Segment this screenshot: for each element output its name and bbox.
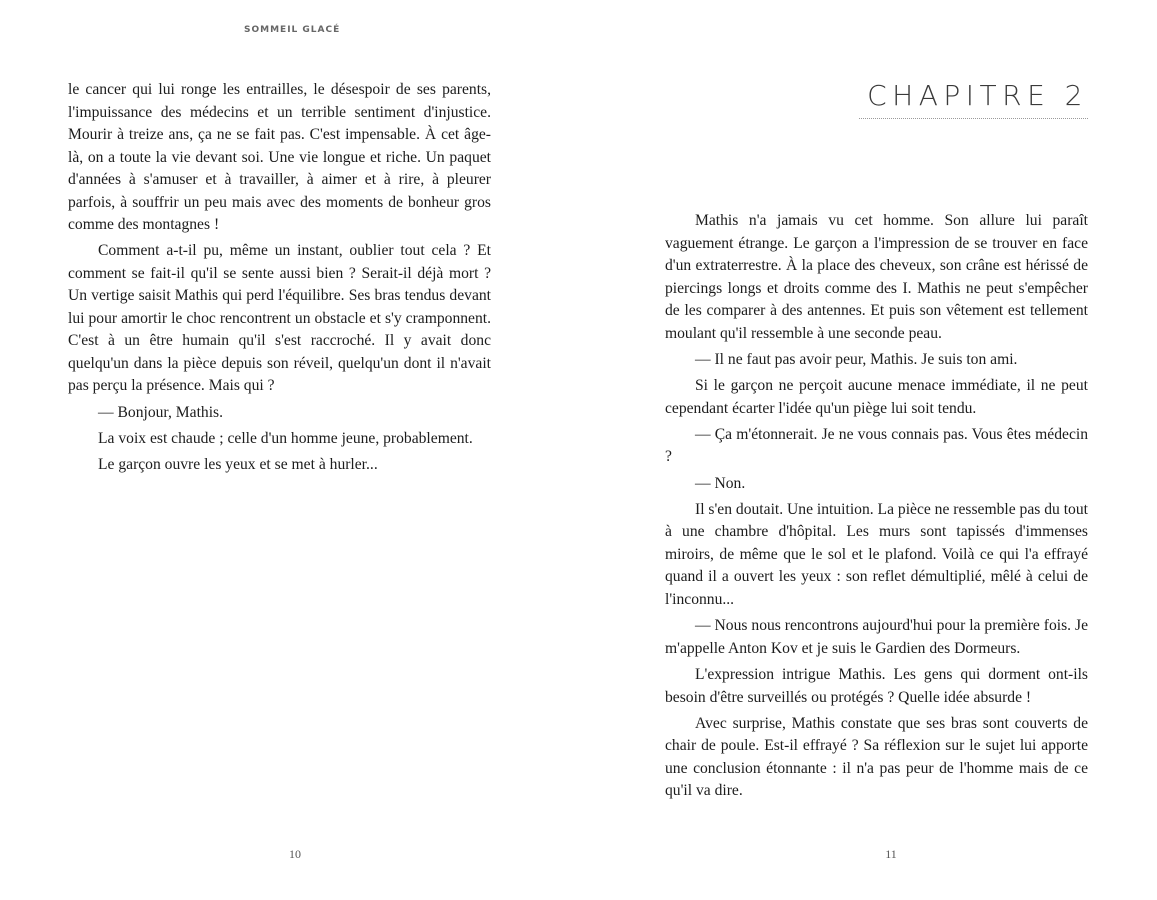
paragraph: le cancer qui lui ronge les entrailles, le désespoir de ses parents, l'impuissance des médecins et un terrible sentiment d'injustice. Mourir à treize ans, ça ne se fait pas. C'est impensable. À cet âge-là, on a toute la vie devant soi. Une vie longue et riche. Un paquet d'années à s'amuser et à travailler, à aimer et à rire, à pleurer parfois, à souffrir un peu mais avec des moments de bonheur gros comme des montagnes ! [68, 81, 491, 233]
paragraph: — Ça m'étonnerait. Je ne vous connais pas. Vous êtes médecin ? [665, 425, 1088, 466]
paragraph: L'expression intrigue Mathis. Les gens qui dorment ont-ils besoin d'être surveillés ou protégés ? Quelle idée absurde ! [665, 666, 1088, 706]
right-page [578, 0, 1157, 900]
paragraph: Comment a-t-il pu, même un instant, oublier tout cela ? Et comment se fait-il qu'il se sente aussi bien ? Serait-il déjà mort ? Un vertige saisit Mathis qui perd l'équilibre. Ses bras tendus devant lui pour amortir le choc rencontrent un obstacle et s'y cramponnent. C'est à un être humain qu'il s'est raccroché. Il y avait donc quelqu'un dans la pièce depuis son réveil, quelqu'un dont il n'avait pas perçu la présence. Mais qui ? [68, 242, 491, 395]
paragraph: — Nous nous rencontrons aujourd'hui pour la première fois. Je m'appelle Anton Kov et je suis le Gardien des Dormeurs. [665, 617, 1088, 657]
paragraph: — Non. [695, 474, 746, 492]
paragraph: Si le garçon ne perçoit aucune menace immédiate, il ne peut cependant écarter l'idée qu'un piège lui soit tendu. [665, 377, 1088, 417]
paragraph: Le garçon ouvre les yeux et se met à hurler... [98, 456, 378, 474]
left-page [0, 0, 578, 900]
page-number: 10 [289, 847, 301, 861]
paragraph: Il s'en doutait. Une intuition. La pièce ne ressemble pas du tout à une chambre d'hôpital. Les murs sont tapissés d'immenses miroirs, de même que le sol et le plafond. Voilà ce qui l'a effrayé quand il a ouvert les yeux : son reflet démultiplié, mêlé à celui de l'inconnu... [665, 500, 1088, 608]
running-head: SOMMEIL GLACÉ [244, 25, 341, 35]
chapter-title: CHAPITRE 2 [859, 78, 1088, 119]
paragraph: Mathis n'a jamais vu cet homme. Son allure lui paraît vaguement étrange. Le garçon a l'impression de se trouver en face d'un extraterrestre. À la place des cheveux, son crâne est hérissé de piercings longs et droits comme des I. Mathis ne peut s'empêcher de les comparer à des antennes. Et puis son vêtement est tellement moulant qu'il ressemble à une seconde peau. [665, 212, 1088, 342]
paragraph: Avec surprise, Mathis constate que ses bras sont couverts de chair de poule. Est-il effrayé ? Sa réflexion sur le sujet lui apporte une conclusion étonnante : il n'a pas peur de l'homme mais de ce qu'il va dire. [665, 714, 1088, 800]
page-number: 11 [885, 847, 897, 861]
paragraph: La voix est chaude ; celle d'un homme jeune, probablement. [98, 429, 473, 447]
left-page-text [68, 79, 491, 480]
right-page-text [665, 210, 1088, 807]
paragraph: — Bonjour, Mathis. [98, 403, 223, 421]
paragraph: — Il ne faut pas avoir peur, Mathis. Je suis ton ami. [695, 350, 1018, 368]
